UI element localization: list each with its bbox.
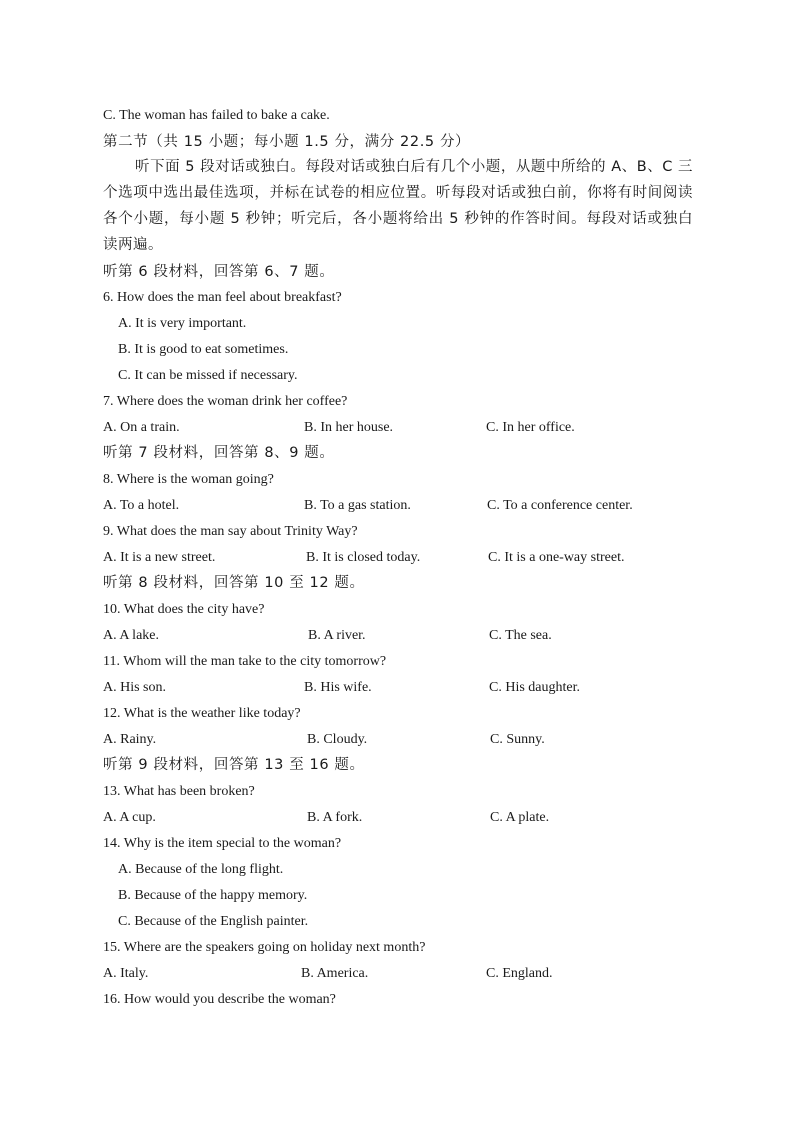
q10-option-b: B. A river. bbox=[308, 628, 366, 643]
question-11: 11. Whom will the man take to the city tomorrow? bbox=[103, 654, 387, 669]
instructions-paragraph bbox=[103, 154, 693, 258]
material-7-heading: 听第 7 段材料，回答第 8、9 题。 bbox=[103, 445, 335, 461]
q7-option-b: B. In her house. bbox=[304, 420, 394, 435]
material-6-heading: 听第 6 段材料，回答第 6、7 题。 bbox=[103, 264, 335, 280]
q14-option-b: B. Because of the happy memory. bbox=[118, 888, 308, 903]
q13-option-a: A. A cup. bbox=[103, 810, 156, 825]
q8-option-a: A. To a hotel. bbox=[103, 498, 180, 513]
question-9: 9. What does the man say about Trinity Way? bbox=[103, 524, 358, 539]
q14-option-a: A. Because of the long flight. bbox=[118, 862, 284, 877]
q10-option-c: C. The sea. bbox=[489, 628, 552, 643]
q13-option-c: C. A plate. bbox=[490, 810, 550, 825]
q8-option-c: C. To a conference center. bbox=[487, 498, 633, 513]
q9-option-c: C. It is a one-way street. bbox=[488, 550, 625, 565]
q9-option-b: B. It is closed today. bbox=[306, 550, 421, 565]
q6-option-b: B. It is good to eat sometimes. bbox=[118, 342, 289, 357]
q13-option-b: B. A fork. bbox=[307, 810, 363, 825]
q12-option-a: A. Rainy. bbox=[103, 732, 157, 747]
question-15: 15. Where are the speakers going on holiday next month? bbox=[103, 940, 426, 955]
question-7: 7. Where does the woman drink her coffee? bbox=[103, 394, 348, 409]
q15-option-c: C. England. bbox=[486, 966, 553, 981]
q10-option-a: A. A lake. bbox=[103, 628, 159, 643]
material-8-heading: 听第 8 段材料，回答第 10 至 12 题。 bbox=[103, 575, 365, 591]
q6-option-c: C. It can be missed if necessary. bbox=[118, 368, 298, 383]
material-9-heading: 听第 9 段材料，回答第 13 至 16 题。 bbox=[103, 757, 365, 773]
prev-option-c: C. The woman has failed to bake a cake. bbox=[103, 108, 330, 123]
instructions-text: 听下面 5 段对话或独白。每段对话或独白后有几个小题，从题中所给的 A、B、C 三个选项中选出最佳选项，并标在试卷的相应位置。听每段对话或独白前，你将有时间阅读各个小题，每小题 5 秒钟；听完后，各小题将给出 5 秒钟的作答时间。每段对话或独白读两遍。 bbox=[103, 159, 693, 253]
q14-option-c: C. Because of the English painter. bbox=[118, 914, 309, 929]
q12-option-b: B. Cloudy. bbox=[307, 732, 368, 747]
q9-option-a: A. It is a new street. bbox=[103, 550, 216, 565]
question-14: 14. Why is the item special to the woman? bbox=[103, 836, 342, 851]
q11-option-a: A. His son. bbox=[103, 680, 167, 695]
section-heading: 第二节（共 15 小题；每小题 1.5 分，满分 22.5 分） bbox=[103, 134, 471, 150]
question-8: 8. Where is the woman going? bbox=[103, 472, 274, 487]
q7-option-a: A. On a train. bbox=[103, 420, 180, 435]
q7-option-c: C. In her office. bbox=[486, 420, 575, 435]
question-10: 10. What does the city have? bbox=[103, 602, 265, 617]
q15-option-b: B. America. bbox=[301, 966, 369, 981]
question-6: 6. How does the man feel about breakfast? bbox=[103, 290, 342, 305]
q15-option-a: A. Italy. bbox=[103, 966, 149, 981]
q6-option-a: A. It is very important. bbox=[118, 316, 247, 331]
q8-option-b: B. To a gas station. bbox=[304, 498, 411, 513]
question-12: 12. What is the weather like today? bbox=[103, 706, 301, 721]
question-13: 13. What has been broken? bbox=[103, 784, 255, 799]
q12-option-c: C. Sunny. bbox=[490, 732, 545, 747]
question-16: 16. How would you describe the woman? bbox=[103, 992, 336, 1007]
q11-option-c: C. His daughter. bbox=[489, 680, 580, 695]
q11-option-b: B. His wife. bbox=[304, 680, 372, 695]
